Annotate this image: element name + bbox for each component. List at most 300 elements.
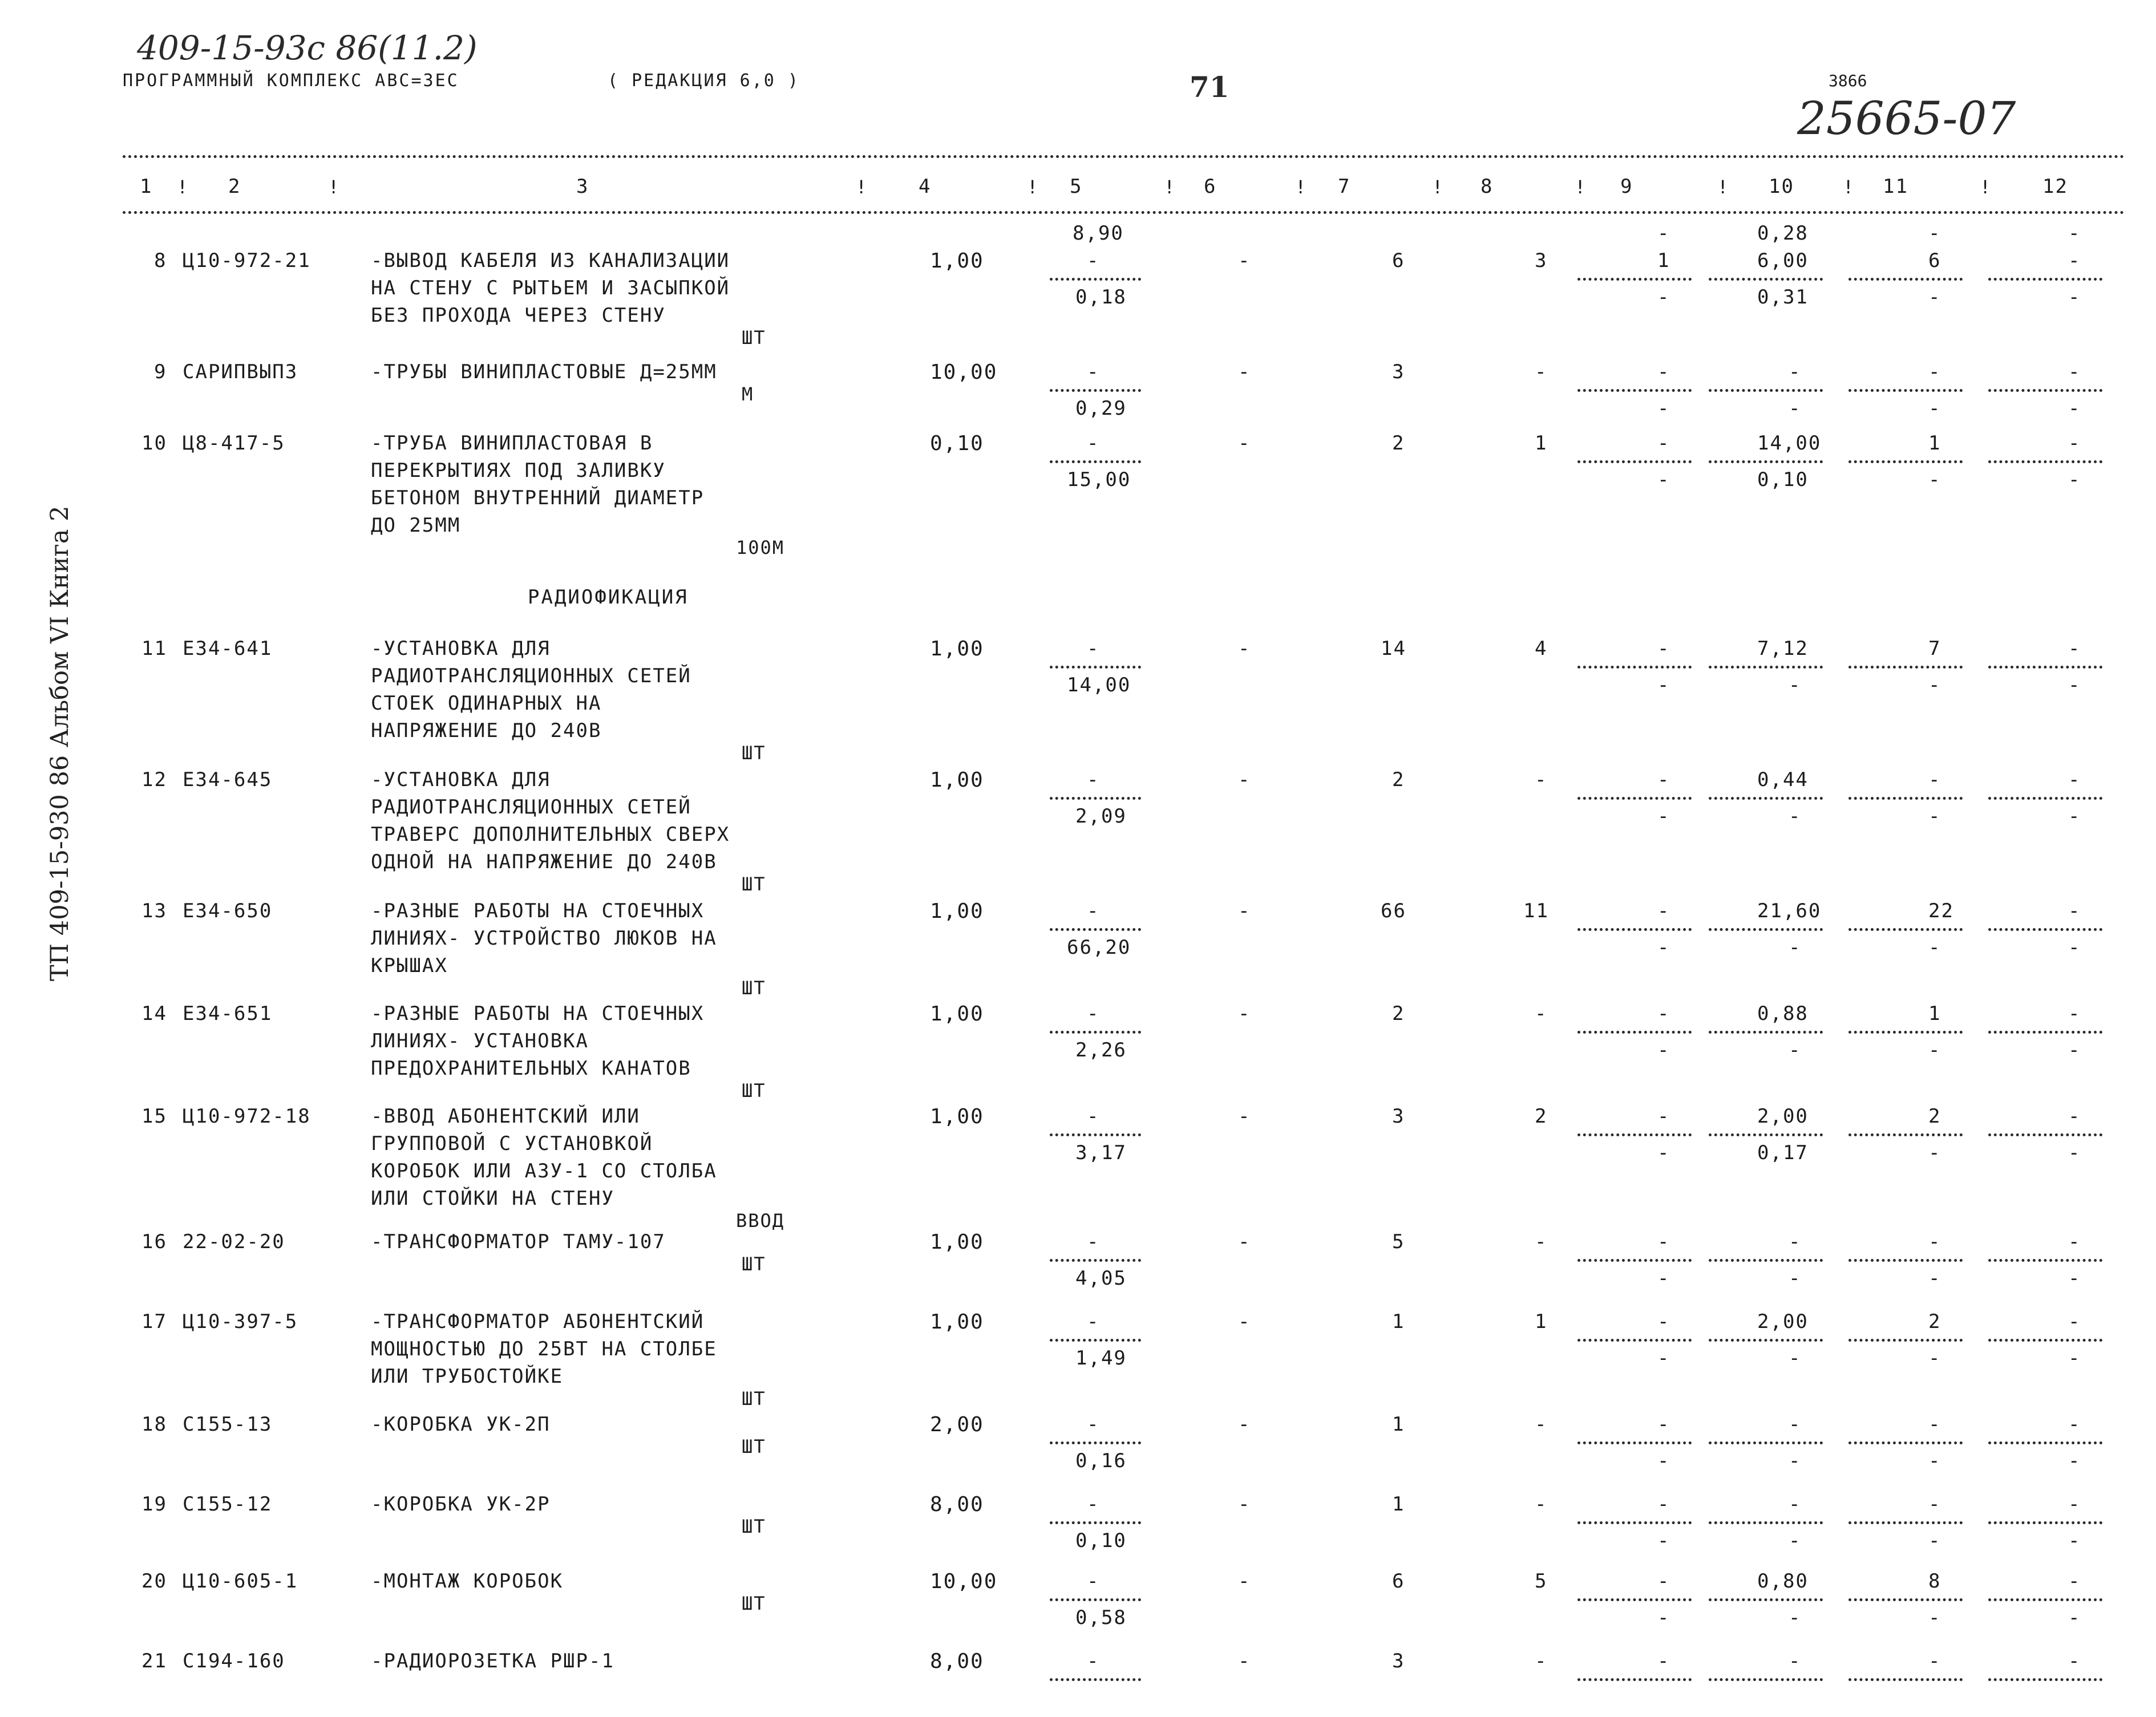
row-c10-top: - [1789,1413,1802,1436]
row-col6: - [1238,637,1251,660]
cell-divider [1709,666,1823,669]
cell-divider [1709,1521,1823,1524]
row-c12-top: - [2068,637,2081,660]
row-col5-bottom: 0,18 [1075,286,1127,309]
doc-small-number: 3866 [1829,71,1867,90]
cell-divider [1709,1598,1823,1601]
row-code: Е34-641 [183,637,273,660]
row-c9-top: - [1657,1002,1670,1025]
row-number: 10 [141,432,167,455]
cell-divider [1988,1521,2102,1524]
row-col7: 3 [1392,1105,1405,1128]
row-col7: 3 [1392,1650,1405,1673]
row-c12-bottom: - [2068,936,2081,959]
row-c11-top: 1 [1928,1002,1941,1025]
row-c9-top: - [1657,432,1670,455]
row-c9-top: - [1657,1493,1670,1516]
row-c12-top: - [2068,361,2081,383]
row-col7: 14 [1381,637,1406,660]
row-quantity: 2,00 [930,1413,984,1436]
cell-divider [1709,1259,1823,1262]
row-col5-above: 8,90 [1073,222,1124,245]
row-col5-bottom: 66,20 [1067,936,1131,959]
row-description-line: ЛИНИЯХ- УСТАНОВКА [371,1030,589,1052]
row-col7: 6 [1392,1570,1405,1593]
row-description-line: СТОЕК ОДИНАРНЫХ НА [371,692,602,715]
row-col5-bottom: 4,05 [1075,1267,1127,1290]
cell-divider [1848,1598,1963,1601]
row-col5-bottom: 0,10 [1075,1529,1127,1552]
program-title: ПРОГРАММНЫЙ КОМПЛЕКС АВС=ЗЕС [123,71,459,91]
row-c11-top: 1 [1928,432,1941,455]
row-col8: - [1535,1230,1548,1253]
row-col6: - [1238,768,1251,791]
row-c9-top: - [1657,1570,1670,1593]
row-col7: 6 [1392,249,1405,272]
cell-divider [1050,928,1141,931]
cell-divider [1848,1521,1963,1524]
row-c10-bottom: - [1789,1039,1802,1062]
row-description-line: -ТРАНСФОРМАТОР АБОНЕНТСКИЙ [371,1310,705,1333]
row-code: Е34-650 [183,900,273,922]
row-col8: - [1535,768,1548,791]
cell-divider [1848,278,1963,281]
row-description-line: РАДИОТРАНСЛЯЦИОННЫХ СЕТЕЙ [371,665,691,687]
row-col6: - [1238,361,1251,383]
cell-divider [1050,1133,1141,1136]
row-col6: - [1238,432,1251,455]
row-description-line: -РАЗНЫЕ РАБОТЫ НА СТОЕЧНЫХ [371,1002,705,1025]
row-c9-bottom: - [1657,468,1670,491]
row-description-line: -ТРУБА ВИНИПЛАСТОВАЯ В [371,432,653,455]
row-code: Ц10-397-5 [183,1310,298,1333]
row-c11-bottom: - [1928,1606,1941,1629]
row-c11-top: 22 [1928,900,1954,922]
row-col5-top: - [1087,249,1100,272]
row-col5-top: - [1087,1002,1100,1025]
row-c9-top: - [1657,1650,1670,1673]
row-description-line: ДО 25ММ [371,514,461,537]
row-description-line: МОЩНОСТЬЮ ДО 25ВТ НА СТОЛБЕ [371,1338,717,1360]
row-c11-bottom: - [1928,397,1941,420]
cell-divider [1577,1678,1692,1681]
column-separator: ! [1980,176,1992,198]
row-c10-top: - [1789,361,1802,383]
row-unit: ШТ [742,1516,766,1537]
row-code: Ц10-972-21 [183,249,311,272]
cell-divider [1577,928,1692,931]
row-description-line: ИЛИ СТОЙКИ НА СТЕНУ [371,1187,614,1210]
row-unit: ШТ [742,1436,766,1457]
column-separator: ! [1575,176,1587,198]
row-c10-bottom: - [1789,674,1802,696]
row-code: Ц8-417-5 [183,432,285,455]
column-header-11: 11 [1883,175,1908,198]
row-description-line: ЛИНИЯХ- УСТРОЙСТВО ЛЮКОВ НА [371,927,717,950]
row-c10-top: 6,00 [1757,249,1809,272]
row-c11-bottom: - [1928,805,1941,828]
cell-divider [1050,1598,1141,1601]
row-description-line: -КОРОБКА УК-2П [371,1413,551,1436]
row-c10-above: 0,28 [1757,222,1809,245]
row-col5-bottom: 15,00 [1067,468,1131,491]
row-c12-top: - [2068,249,2081,272]
column-separator: ! [1295,176,1308,198]
cell-divider [1050,460,1141,463]
row-description-line: ПРЕДОХРАНИТЕЛЬНЫХ КАНАТОВ [371,1057,691,1080]
row-c11-top: 8 [1928,1570,1941,1593]
cell-divider [1848,389,1963,392]
row-col6: - [1238,1230,1251,1253]
row-c10-bottom: - [1789,936,1802,959]
column-header-1: 1 [140,175,153,198]
cell-divider [1050,389,1141,392]
cell-divider [1577,1441,1692,1444]
cell-divider [1709,1031,1823,1034]
row-description-line: БЕТОНОМ ВНУТРЕННИЙ ДИАМЕТР [371,487,705,509]
cell-divider [1709,797,1823,800]
row-col5-bottom: 3,17 [1075,1141,1127,1164]
row-quantity: 1,00 [930,249,984,273]
cell-divider [1848,1339,1963,1342]
column-header-5: 5 [1070,175,1083,198]
row-c12-top: - [2068,768,2081,791]
row-col8: - [1535,1650,1548,1673]
column-header-3: 3 [576,175,589,198]
row-c12-bottom: - [2068,805,2081,828]
row-c11-bottom: - [1928,1529,1941,1552]
row-c11-top: 2 [1928,1105,1941,1128]
row-c9-bottom: - [1657,674,1670,696]
row-c12-bottom: - [2068,286,2081,309]
row-c9-bottom: - [1657,286,1670,309]
row-number: 21 [141,1650,167,1673]
row-c10-top: - [1789,1493,1802,1516]
cell-divider [1709,1133,1823,1136]
cell-divider [1848,460,1963,463]
row-c12-top: - [2068,1413,2081,1436]
doc-number: 25665-07 [1797,92,2016,145]
row-c12-top: - [2068,1570,2081,1593]
row-c10-top: 21,60 [1757,900,1822,922]
column-separator: ! [1027,176,1039,198]
cell-divider [1050,1031,1141,1034]
row-col5-bottom: 2,26 [1075,1039,1127,1062]
cell-divider [1577,1133,1692,1136]
row-number: 12 [141,768,167,791]
row-col7: 1 [1392,1493,1405,1516]
row-col5-bottom: 0,16 [1075,1449,1127,1472]
row-number: 11 [141,637,167,660]
row-c11-top: - [1928,361,1941,383]
cell-divider [1848,1259,1963,1262]
row-c9-top: - [1657,1310,1670,1333]
cell-divider [1050,1441,1141,1444]
row-c12-top: - [2068,432,2081,455]
row-col5-top: - [1087,1230,1100,1253]
row-c11-top: 2 [1928,1310,1941,1333]
row-col7: 2 [1392,768,1405,791]
row-c9-bottom: - [1657,1347,1670,1370]
header-rule-bottom [123,211,2125,214]
row-col7: 5 [1392,1230,1405,1253]
row-col8: 1 [1535,432,1548,455]
header-rule-top [123,155,2125,158]
cell-divider [1050,1259,1141,1262]
row-c12-bottom: - [2068,468,2081,491]
row-c11-bottom: - [1928,468,1941,491]
cell-divider [1988,1678,2102,1681]
row-quantity: 10,00 [930,361,998,384]
row-c12-bottom: - [2068,1347,2081,1370]
column-header-9: 9 [1620,175,1633,198]
row-c11-bottom: - [1928,674,1941,696]
row-description-line: РАДИОТРАНСЛЯЦИОННЫХ СЕТЕЙ [371,796,691,819]
cell-divider [1577,1598,1692,1601]
row-col8: 1 [1535,1310,1548,1333]
row-code: Е34-651 [183,1002,273,1025]
cell-divider [1050,1339,1141,1342]
row-c11-bottom: - [1928,286,1941,309]
row-c9-bottom: - [1657,1529,1670,1552]
row-col5-bottom: 0,58 [1075,1606,1127,1629]
row-quantity: 1,00 [930,1105,984,1128]
row-c10-bottom: - [1789,1267,1802,1290]
row-code: Ц10-605-1 [183,1570,298,1593]
row-number: 17 [141,1310,167,1333]
row-c11-top: - [1928,1413,1941,1436]
column-separator: ! [1717,176,1730,198]
row-c12-bottom: - [2068,397,2081,420]
cell-divider [1988,1133,2102,1136]
row-col8: - [1535,1002,1548,1025]
handwritten-code: 409-15-93с 86(11.2) [137,29,478,67]
row-description-line: ТРАВЕРС ДОПОЛНИТЕЛЬНЫХ СВЕРХ [371,823,730,846]
row-unit: М [742,383,754,405]
row-code: С194-160 [183,1650,285,1673]
cell-divider [1577,797,1692,800]
cell-divider [1848,1133,1963,1136]
row-c9-bottom: - [1657,1606,1670,1629]
row-col7: 1 [1392,1413,1405,1436]
row-description-line: -ТРАНСФОРМАТОР ТАМУ-107 [371,1230,666,1253]
row-c12-top: - [2068,1002,2081,1025]
row-c10-bottom: 0,17 [1757,1141,1809,1164]
row-quantity: 1,00 [930,1230,984,1254]
column-separator: ! [1843,176,1855,198]
row-unit: ШТ [742,977,766,999]
row-col5-top: - [1087,432,1100,455]
row-col5-top: - [1087,900,1100,922]
column-header-6: 6 [1204,175,1217,198]
row-c11-bottom: - [1928,936,1941,959]
row-quantity: 0,10 [930,432,984,455]
row-c11-top: - [1928,768,1941,791]
row-c12-top: - [2068,1230,2081,1253]
column-header-4: 4 [919,175,932,198]
row-col6: - [1238,1570,1251,1593]
row-col5-top: - [1087,1493,1100,1516]
row-c11-top: - [1928,1493,1941,1516]
row-c12-top: - [2068,1105,2081,1128]
row-col7: 1 [1392,1310,1405,1333]
row-c9-top: - [1657,1413,1670,1436]
row-c12-top: - [2068,1650,2081,1673]
row-col8: - [1535,361,1548,383]
row-quantity: 1,00 [930,637,984,661]
row-c10-top: 2,00 [1757,1310,1809,1333]
row-description-line: -РАДИОРОЗЕТКА РШР-1 [371,1650,614,1673]
row-description-line: -РАЗНЫЕ РАБОТЫ НА СТОЕЧНЫХ [371,900,705,922]
row-c12-top: - [2068,1493,2081,1516]
row-col5-bottom: 2,09 [1075,805,1127,828]
row-description-line: -КОРОБКА УК-2Р [371,1493,551,1516]
row-c11-bottom: - [1928,1267,1941,1290]
column-separator: ! [1164,176,1176,198]
row-c10-bottom: - [1789,1606,1802,1629]
column-header-8: 8 [1481,175,1494,198]
row-unit: ШТ [742,1593,766,1614]
row-quantity: 1,00 [930,768,984,792]
row-number: 16 [141,1230,167,1253]
cell-divider [1848,1678,1963,1681]
row-c11-bottom: - [1928,1141,1941,1164]
row-c10-bottom: - [1789,805,1802,828]
cell-divider [1709,1678,1823,1681]
row-col5-top: - [1087,637,1100,660]
row-c9-bottom: - [1657,1141,1670,1164]
row-c11-bottom: - [1928,1039,1941,1062]
cell-divider [1577,1031,1692,1034]
row-unit: ШТ [742,1253,766,1275]
row-code: САРИПВЫПЗ [183,361,298,383]
row-number: 14 [141,1002,167,1025]
cell-divider [1709,1339,1823,1342]
row-unit: ШТ [742,873,766,895]
row-description-line: -УСТАНОВКА ДЛЯ [371,637,551,660]
row-description-line: ОДНОЙ НА НАПРЯЖЕНИЕ ДО 240В [371,851,717,873]
row-c9-bottom: - [1657,1449,1670,1472]
row-col5-top: - [1087,1650,1100,1673]
row-c9-top: - [1657,361,1670,383]
row-quantity: 8,00 [930,1650,984,1673]
cell-divider [1577,278,1692,281]
row-description-line: -УСТАНОВКА ДЛЯ [371,768,551,791]
row-col5-top: - [1087,1570,1100,1593]
row-c11-top: 6 [1928,249,1941,272]
row-col6: - [1238,1493,1251,1516]
cell-divider [1577,1339,1692,1342]
row-c11-above: - [1928,222,1941,245]
row-c9-bottom: - [1657,805,1670,828]
row-description-line: -ТРУБЫ ВИНИПЛАСТОВЫЕ Д=25ММ [371,361,717,383]
row-quantity: 10,00 [930,1570,998,1593]
row-c9-above: - [1657,222,1670,245]
row-unit: ШТ [742,327,766,349]
row-description-line: КРЫШАХ [371,954,448,977]
row-number: 8 [154,249,167,272]
row-c10-top: 2,00 [1757,1105,1809,1128]
row-c9-bottom: - [1657,1039,1670,1062]
row-description-line: БЕЗ ПРОХОДА ЧЕРЕЗ СТЕНУ [371,304,666,327]
cell-divider [1050,666,1141,669]
row-c9-bottom: - [1657,936,1670,959]
cell-divider [1988,389,2102,392]
row-col6: - [1238,249,1251,272]
cell-divider [1988,1031,2102,1034]
row-description-line: ГРУППОВОЙ С УСТАНОВКОЙ [371,1132,653,1155]
row-c12-above: - [2068,222,2081,245]
cell-divider [1988,460,2102,463]
column-header-12: 12 [2042,175,2068,198]
cell-divider [1988,1598,2102,1601]
row-col5-bottom: 14,00 [1067,674,1131,696]
cell-divider [1709,389,1823,392]
row-c9-bottom: - [1657,1267,1670,1290]
row-c12-bottom: - [2068,1529,2081,1552]
row-col6: - [1238,1105,1251,1128]
row-col5-top: - [1087,768,1100,791]
row-col8: 3 [1535,249,1548,272]
row-c10-top: - [1789,1650,1802,1673]
column-header-10: 10 [1769,175,1794,198]
row-quantity: 8,00 [930,1493,984,1516]
column-separator: ! [856,176,868,198]
row-col7: 2 [1392,1002,1405,1025]
row-c12-bottom: - [2068,1141,2081,1164]
row-description-line: -ВВОД АБОНЕНТСКИЙ ИЛИ [371,1105,640,1128]
row-description-line: КОРОБОК ИЛИ АЗУ-1 СО СТОЛБА [371,1160,717,1183]
row-c10-top: 0,88 [1757,1002,1809,1025]
row-c10-bottom: 0,10 [1757,468,1809,491]
row-quantity: 1,00 [930,900,984,923]
row-c10-bottom: - [1789,1347,1802,1370]
cell-divider [1848,1031,1963,1034]
cell-divider [1988,666,2102,669]
row-col5-top: - [1087,1310,1100,1333]
row-unit: ШТ [742,1388,766,1410]
cell-divider [1577,389,1692,392]
column-separator: ! [1432,176,1445,198]
row-col6: - [1238,1002,1251,1025]
row-number: 15 [141,1105,167,1128]
row-c12-bottom: - [2068,1606,2081,1629]
row-number: 13 [141,900,167,922]
row-c12-top: - [2068,1310,2081,1333]
cell-divider [1577,1521,1692,1524]
row-unit: ШТ [742,1080,766,1102]
cell-divider [1988,928,2102,931]
row-c10-top: 7,12 [1757,637,1809,660]
cell-divider [1050,1678,1141,1681]
row-c12-bottom: - [2068,1267,2081,1290]
row-c12-bottom: - [2068,674,2081,696]
row-code: 22-02-20 [183,1230,285,1253]
column-header-7: 7 [1338,175,1351,198]
side-label: ТП 409-15-930 86 Альбом VI Книга 2 [46,505,74,981]
cell-divider [1848,666,1963,669]
row-c9-top: - [1657,1230,1670,1253]
row-c11-bottom: - [1928,1347,1941,1370]
row-c10-top: 14,00 [1757,432,1822,455]
row-quantity: 1,00 [930,1002,984,1026]
cell-divider [1709,460,1823,463]
cell-divider [1577,666,1692,669]
row-c10-bottom: 0,31 [1757,286,1809,309]
cell-divider [1988,797,2102,800]
column-separator: ! [177,176,189,198]
row-col6: - [1238,1310,1251,1333]
